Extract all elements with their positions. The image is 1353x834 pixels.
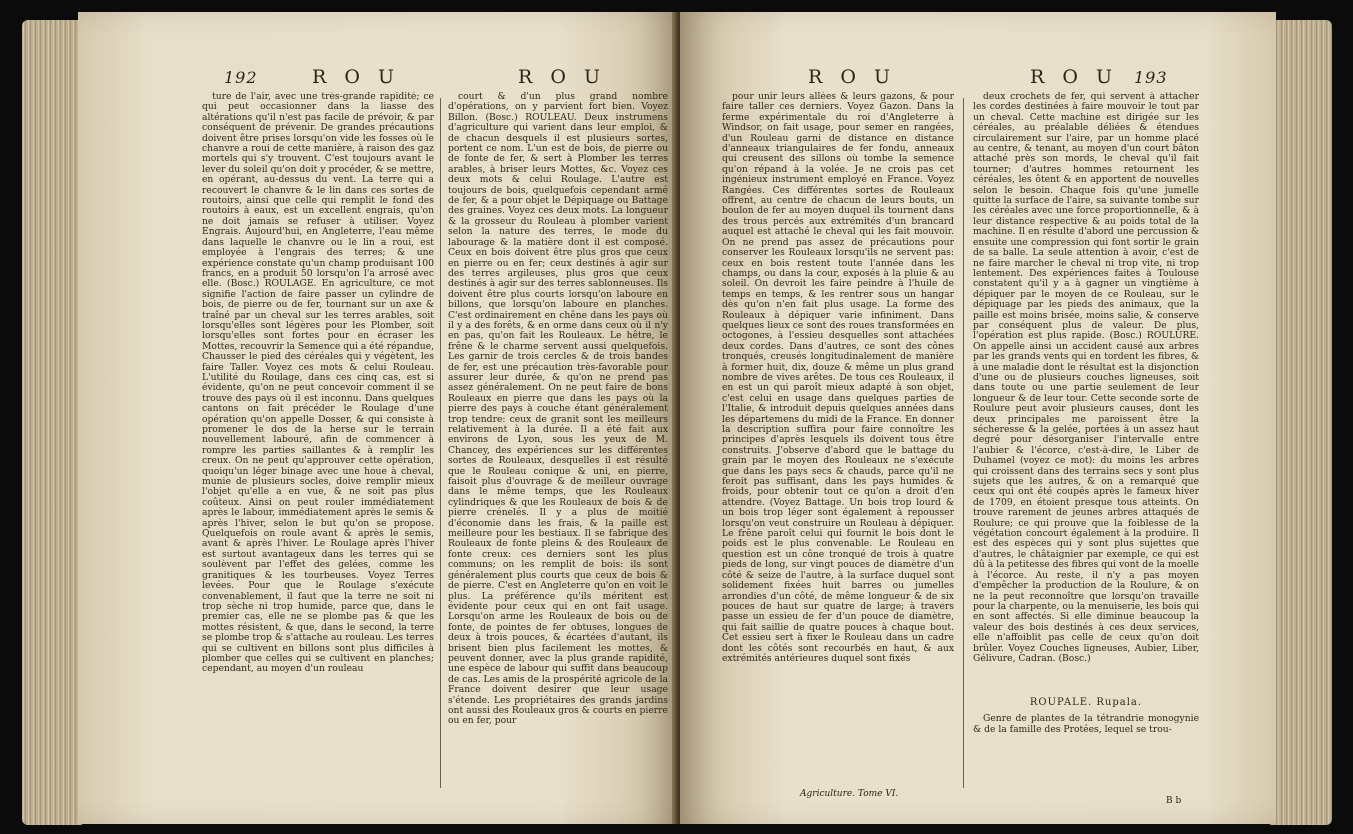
right-page: [680, 12, 1276, 824]
column-rule: [440, 98, 441, 788]
running-head: R O U: [312, 66, 400, 88]
left-page: [78, 12, 678, 824]
text-column: pour unir leurs allées & leurs gazons, & pour faire taller ces derniers. Voyez Gazon. Dans la ferme expérimentale du roi d'Angleterre à Windsor, on fait usage, pour semer en rangées, d'un Rouleau garni de distance en distance d'anneaux triangulaires de fer fondu, anneaux qui creusent des sillons où tombe la semence qu'on répand à la volée. Je ne crois pas cet ingénieux instrument employé en France. Voyez Rangées. Ces différentes sortes de Rouleaux offrent, au centre de chacun de leurs bouts, un boulon de fer au moyen duquel ils tournent dans des trous percés aux extrémités d'un brancard auquel est attaché le cheval qui les fait mouvoir. On ne prend pas assez de précautions pour conserver les Rouleaux lorsqu'ils ne servent pas: ceux en bois restent toute l'année dans les champs, ou dans la cour, exposés à la pluie & au soleil. On devroit les faire peindre à l'huile de temps en temps, & les rentrer sous un hangar dès qu'on n'en fait plus usage. La forme des Rouleaux à dépiquer varie infiniment. Dans quelques lieux ce sont des roues transformées en octogones, à l'essieu desquelles sont attachées deux cordes. Dans d'autres, ce sont des cônes tronqués, creusés longitudinalement de manière à former huit, dix, douze & même un plus grand nombre de vives arêtes. De tous ces Rouleaux, il en est un qui paroît mieux adapté à son objet, c'est celui en usage dans quelques parties de l'Italie, & introduit depuis quelques années dans les départemens du midi de la France. En donner la description suffira pour faire connoître les principes d'après lesquels ils doivent tous être construits. J'observe d'abord que le battage du grain par le moyen des Rouleaux ne s'exécute que dans les pays secs & chauds, parce qu'il ne feroit pas suffisant, dans les pays humides & froids, pour obtenir tout ce qu'on a droit d'en attendre. (Voyez Battage. Un bois trop lourd & un bois trop léger sont également à repousser lorsqu'on veut construire un Rouleau à dépiquer. Le frêne paroît celui qui fournit le bois dont le poids est le plus convenable. Le Rouleau en question est un cône tronqué de trois à quatre pieds de long, sur vingt pouces de diamètre d'un côté & seize de l'autre, à la surface duquel sont solidement fixées huit barres ou jumelles arrondies d'un côté, de même longueur & de six pouces de haut sur quatre de large; à travers passe un essieu de fer d'un pouce de diamètre, qui fait saillie de quatre pouces à chaque bout. Cet essieu sert à fixer le Rouleau dans un cadre dont les côtés sont recourbés en haut, & aux extrémités antérieures duquel sont fixés: [722, 92, 954, 664]
entry-heading: ROUPALE. Rupala.: [1029, 697, 1143, 708]
open-book: [22, 6, 1332, 828]
left-page-edges: [22, 20, 82, 825]
running-head: R O U: [808, 66, 896, 88]
page-number: 192: [224, 68, 258, 87]
page-number: 193: [1134, 68, 1168, 87]
running-head: R O U: [518, 66, 606, 88]
text-column: deux crochets de fer, qui servent à attacher les cordes destinées à faire mouvoir le tout par un cheval. Cette machine est dirigée sur les céréales, au préalable déliées & étendues circulairement sur l'aire, par un homme placé au centre, & tenant, au moyen d'un court bâton attaché près son mords, le cheval qu'il fait tourner; d'autres hommes retournent les céréales, les ôtent & en apportent de nouvelles selon le besoin. Chaque fois qu'une jumelle quitte la surface de l'aire, sa suivante tombe sur les céréales avec une force proportionnelle, & à leur distance respective & au poids total de la machine. Il en résulte d'abord une percussion & ensuite une compression qui font sortir le grain de sa balle. La seule attention à avoir, c'est de ne faire marcher le cheval ni trop vite, ni trop lentement. Des expériences faites à Toulouse constatent qu'il y a à gagner un vingtième à dépiquer par le moyen de ce Rouleau, sur le dépiquage par les pieds des animaux, que la paille est moins brisée, moins salie, & conserve par conséquent plus de valeur. De plus, l'opération est plus rapide. (Bosc.) ROULURE. On appelle ainsi un accident causé aux arbres par les grands vents qui en tordent les fibres, & à une maladie dont le résultat est la disjonction d'une ou de plusieurs couches ligneuses, soit dans toute ou une partie seulement de leur longueur & de leur tour. Cette seconde sorte de Roulure peut avoir plusieurs causes, dont les deux principales me paroissent être la sécheresse & la gelée, portées à un assez haut degré pour désorganiser l'intervalle entre l'aubier & l'écorce, c'est-à-dire, le Liber de Duhamel (voyez ce mot): du moins les arbres qui croissent dans des terrains secs y sont plus sujets que les autres, & on a remarqué que ceux qui ont été coupés après le fameux hiver de 1709, en étoient presque tous atteints. On trouve rarement de jeunes arbres attaqués de Roulure; ce qui prouve que la foiblesse de la végétation concourt également à la produire. Il est des espèces qui y sont plus sujettes que d'autres, le châtaignier par exemple, ce qui est dû à la petitesse des fibres qui vont de la moelle à l'écorce. Au reste, il n'y a pas moyen d'empêcher la production de la Roulure, & on ne la peut reconnoître que lorsqu'on travaille pour la charpente, ou la menuiserie, les bois qui en sont affectés. Si elle diminue beaucoup la valeur des bois destinés à ces deux services, elle n'affoiblit pas celle de ceux qu'on doit brûler. Voyez Couches ligneuses, Aubier, Liber, Gélivure, Cadran. (Bosc.) ROUPALE. Rupala. Genre de plantes de la tétrandrie monogynie & de la famille des Protées, lequel se trou-: [973, 92, 1199, 735]
running-head: R O U: [1030, 66, 1118, 88]
text-column: ture de l'air, avec une très-grande rapidité; ce qui peut occasionner dans la liasse des altérations qu'il n'est pas facile de prévoir, & par conséquent de prévenir. De grandes précautions doivent être prises lorsqu'on vide les fosses où le chanvre a roui de cette manière, à raison des gaz mortels qui s'y trouvent. C'est toujours avant le lever du soleil qu'on doit y procéder, & se mettre, en opérant, au-dessus du vent. La terre qui a recouvert le chanvre & le lin dans ces sortes de routoirs, ainsi que celle qui remplit le fond des routoirs à eaux, est un excellent engrais, qu'on ne doit jamais se refuser à utiliser. Voyez Engrais. Aujourd'hui, en Angleterre, l'eau même dans laquelle le chanvre ou le lin a roui, est employée à l'engrais des terres; & une expérience constate qu'un champ produisant 100 francs, en a produit 50 lorsqu'on l'a arrosé avec elle. (Bosc.) ROULAGE. En agriculture, ce mot signifie l'action de faire passer un cylindre de bois, de pierre ou de fer, tournant sur un axe & traîné par un cheval sur les terres arables, soit lorsqu'elles sont légères pour les Plomber, soit lorsqu'elles sont fortes pour en écraser les Mottes, recouvrir la Semence qui a été répandue, Chausser le pied des céréales qui y végètent, les faire Taller. Voyez ces mots & celui Rouleau. L'utilité du Roulage, dans ces cinq cas, est si évidente, qu'on ne peut concevoir comment il se trouve des pays où il est inconnu. Dans quelques cantons on fait précéder le Roulage d'une opération qu'on appelle Dosser, & qui consiste à promener le dos de la herse sur le terrain nouvellement labouré, afin de commencer à rompre les parties saillantes & à remplir les creux. On ne peut qu'approuver cette opération, quoiqu'un léger binage avec une houe à cheval, munie de plusieurs socles, doive remplir mieux l'objet qu'elle a en vue, & ne soit pas plus coûteux. Ainsi on peut rouler immédiatement après le labour, immédiatement après le semis & après l'hiver, selon le but qu'on se propose. Quelquefois on roule avant & après le semis, avant & après l'hiver. Le Roulage après l'hiver est surtout avantageux dans les terres qui se soulèvent par l'effet des gelées, comme les granitiques & les tourbeuses. Voyez Terres levées. Pour que le Roulage s'exécute convenablement, il faut que la terre ne soit ni trop sèche ni trop humide, parce que, dans le premier cas, elle ne se plombe pas & que les mottes résistent, & que, dans le second, la terre se plombe trop & s'attache au rouleau. Les terres qui se cultivent en billons sont plus difficiles à plomber que celles qui se cultivent en planches; cependant, au moyen d'un rouleau: [202, 92, 434, 675]
right-page-edges: [1270, 20, 1332, 825]
column-rule: [963, 98, 964, 788]
signature-mark: B b: [1166, 796, 1182, 806]
text-column: court & d'un plus grand nombre d'opérations, on y parvient fort bien. Voyez Billon. (Bosc.) ROULEAU. Deux instrumens d'agriculture qui varient dans leur emploi, & de chacun desquels il est plusieurs sortes, portent ce nom. L'un est de bois, de pierre ou de fonte de fer, & sert à Plomber les terres arables, à briser leurs Mottes, &c. Voyez ces deux mots & celui Roulage. L'autre est toujours de bois, quelquefois cependant armé de fer, & a pour objet le Dépiquage ou Battage des graines. Voyez ces deux mots. La longueur & la grosseur du Rouleau à plomber varient selon la nature des terres, le mode du labourage & la matière dont il est composé. Ceux en bois doivent être plus gros que ceux en pierre ou en fer; ceux destinés à agir sur des terres argileuses, plus gros que ceux destinés à agir sur des terres sablonneuses. Ils doivent être plus courts lorsqu'on laboure en billons, que lorsqu'on laboure en planches. C'est ordinairement en chêne dans les pays où il y a des forêts, & en orme dans ceux où il n'y en pas, qu'on fait les Rouleaux. Le hêtre, le frêne & le charme servent aussi quelquefois. Les garnir de trois cercles & de trois bandes de fer, est une précaution très-favorable pour assurer leur durée, & qu'on ne prend pas assez généralement. On ne peut faire de bons Rouleaux en pierre que dans les pays où la pierre des pays à couche étant généralement trop tendre: ceux de granit sont les meilleurs relativement à la durée. Il a été fait aux environs de Lyon, sous les yeux de M. Chancey, des expériences sur les différentes sortes de Rouleaux, desquelles il est résulté que le Rouleau conique & uni, en pierre, faisoit plus d'ouvrage & de meilleur ouvrage dans le même temps, que les Rouleaux cylindriques & que les Rouleaux de bois & de pierre crénelés. Il y a plus de moitié d'économie dans les frais, & la paille est meilleure pour les bestiaux. Il se fabrique des Rouleaux de fonte pleins & des Rouleaux de fonte creux: ces derniers sont les plus communs; on les remplit de bois: ils sont généralement plus courts que ceux de bois & de pierre. C'est en Angleterre qu'on en voit le plus. La préférence qu'ils méritent est évidente pour ceux qui en ont fait usage. Lorsqu'on arme les Rouleaux de bois ou de fonte, de pointes de fer obtuses, longues de deux à trois pouces, & écartées d'autant, ils brisent bien plus facilement les mottes, & peuvent donner, avec la plus grande rapidité, une espèce de labour qui suffit dans beaucoup de cas. Les amis de la prospérité agricole de la France doivent desirer que leur usage s'étende. Les propriétaires des grands jardins ont aussi des Rouleaux gros & courts en pierre ou en fer, pour: [448, 92, 668, 727]
page-footer: Agriculture. Tome VI.: [800, 789, 899, 799]
